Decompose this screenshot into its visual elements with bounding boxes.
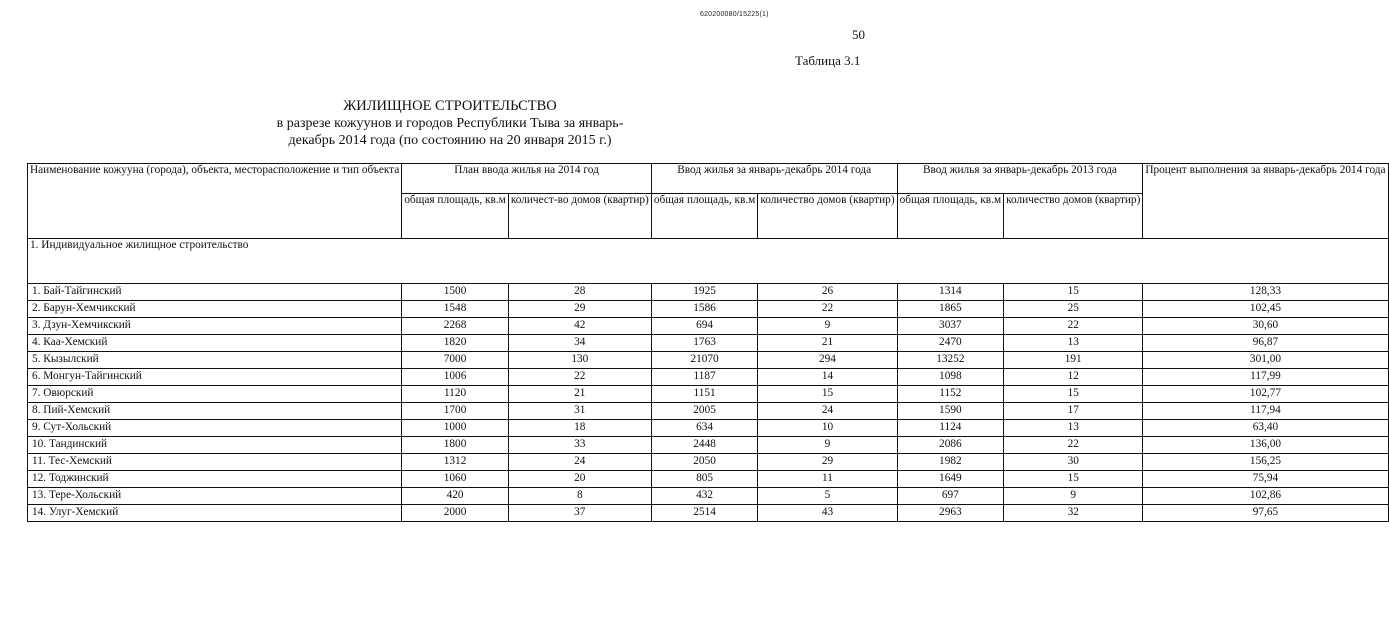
cell-plan-count: 33 — [508, 437, 651, 454]
cell-f14-area: 21070 — [651, 352, 758, 369]
cell-f13-area: 2963 — [897, 505, 1004, 522]
cell-f14-count: 15 — [758, 386, 897, 403]
cell-f14-count: 9 — [758, 437, 897, 454]
cell-f14-area: 2050 — [651, 454, 758, 471]
cell-f13-count: 22 — [1004, 318, 1143, 335]
cell-f14-area: 1151 — [651, 386, 758, 403]
cell-f14-count: 24 — [758, 403, 897, 420]
cell-f14-count: 26 — [758, 284, 897, 301]
header-f14-area: общая площадь, кв.м — [651, 194, 758, 239]
cell-percent: 301,00 — [1143, 352, 1388, 369]
cell-percent: 30,60 — [1143, 318, 1388, 335]
header-plan-group: План ввода жилья на 2014 год — [402, 164, 652, 194]
cell-plan-count: 18 — [508, 420, 651, 437]
cell-plan-area: 2000 — [402, 505, 509, 522]
cell-plan-count: 34 — [508, 335, 651, 352]
cell-percent: 63,40 — [1143, 420, 1388, 437]
cell-name: 11. Тес-Хемский — [28, 454, 402, 471]
cell-percent: 97,65 — [1143, 505, 1388, 522]
cell-name: 7. Овюрский — [28, 386, 402, 403]
cell-name: 12. Тоджинский — [28, 471, 402, 488]
header-plan-count: количест-во домов (квартир) — [508, 194, 651, 239]
cell-plan-count: 130 — [508, 352, 651, 369]
cell-plan-area: 7000 — [402, 352, 509, 369]
cell-f14-count: 14 — [758, 369, 897, 386]
table-row — [28, 352, 1389, 369]
cell-f13-count: 17 — [1004, 403, 1143, 420]
cell-f14-area: 634 — [651, 420, 758, 437]
cell-f14-count: 43 — [758, 505, 897, 522]
cell-f14-area: 1925 — [651, 284, 758, 301]
cell-plan-area: 1500 — [402, 284, 509, 301]
cell-f14-count: 5 — [758, 488, 897, 505]
cell-f13-count: 12 — [1004, 369, 1143, 386]
cell-f13-area: 1982 — [897, 454, 1004, 471]
cell-f13-area: 1124 — [897, 420, 1004, 437]
cell-plan-count: 24 — [508, 454, 651, 471]
cell-plan-count: 28 — [508, 284, 651, 301]
cell-f14-count: 9 — [758, 318, 897, 335]
cell-f13-count: 15 — [1004, 471, 1143, 488]
table-row — [28, 284, 1389, 301]
cell-f13-area: 2086 — [897, 437, 1004, 454]
housing-table — [27, 163, 1389, 522]
table-row — [28, 471, 1389, 488]
table-row — [28, 301, 1389, 318]
cell-f14-area: 2514 — [651, 505, 758, 522]
cell-plan-area: 1800 — [402, 437, 509, 454]
cell-percent: 75,94 — [1143, 471, 1388, 488]
cell-f14-area: 2005 — [651, 403, 758, 420]
cell-percent: 102,45 — [1143, 301, 1388, 318]
cell-plan-area: 420 — [402, 488, 509, 505]
cell-f13-count: 25 — [1004, 301, 1143, 318]
cell-plan-count: 29 — [508, 301, 651, 318]
cell-name: 3. Дзун-Хемчикский — [28, 318, 402, 335]
cell-f14-count: 10 — [758, 420, 897, 437]
cell-name: 10. Тандинский — [28, 437, 402, 454]
title-line-1: ЖИЛИЩНОЕ СТРОИТЕЛЬСТВО — [343, 98, 557, 114]
cell-plan-count: 8 — [508, 488, 651, 505]
document-id: 620200080/15225(1) — [700, 11, 769, 18]
cell-plan-area: 1700 — [402, 403, 509, 420]
cell-percent: 128,33 — [1143, 284, 1388, 301]
cell-plan-count: 42 — [508, 318, 651, 335]
cell-percent: 136,00 — [1143, 437, 1388, 454]
header-f14-count: количество домов (квартир) — [758, 194, 897, 239]
cell-plan-area: 1060 — [402, 471, 509, 488]
cell-percent: 102,77 — [1143, 386, 1388, 403]
cell-plan-count: 20 — [508, 471, 651, 488]
cell-f14-area: 1187 — [651, 369, 758, 386]
cell-f14-count: 22 — [758, 301, 897, 318]
header-fact2013-group: Ввод жилья за январь-декабрь 2013 года — [897, 164, 1143, 194]
header-name: Наименование кожууна (города), объекта, месторасположение и тип объекта — [28, 164, 402, 239]
cell-f14-area: 2448 — [651, 437, 758, 454]
cell-f13-count: 9 — [1004, 488, 1143, 505]
cell-percent: 156,25 — [1143, 454, 1388, 471]
table-row — [28, 454, 1389, 471]
cell-f13-area: 1590 — [897, 403, 1004, 420]
cell-name: 14. Улуг-Хемский — [28, 505, 402, 522]
cell-f14-area: 1586 — [651, 301, 758, 318]
cell-f13-count: 15 — [1004, 386, 1143, 403]
cell-plan-area: 2268 — [402, 318, 509, 335]
cell-plan-count: 31 — [508, 403, 651, 420]
cell-plan-count: 37 — [508, 505, 651, 522]
cell-plan-count: 22 — [508, 369, 651, 386]
table-row — [28, 369, 1389, 386]
cell-name: 2. Барун-Хемчикский — [28, 301, 402, 318]
cell-f13-area: 13252 — [897, 352, 1004, 369]
cell-f13-area: 1649 — [897, 471, 1004, 488]
header-fact2014-group: Ввод жилья за январь-декабрь 2014 года — [651, 164, 897, 194]
cell-percent: 117,99 — [1143, 369, 1388, 386]
cell-f13-count: 13 — [1004, 420, 1143, 437]
table-row — [28, 403, 1389, 420]
table-row — [28, 335, 1389, 352]
cell-f13-count: 191 — [1004, 352, 1143, 369]
page-number: 50 — [852, 27, 865, 42]
cell-plan-area: 1000 — [402, 420, 509, 437]
cell-plan-area: 1548 — [402, 301, 509, 318]
cell-f13-count: 30 — [1004, 454, 1143, 471]
title-line-2: в разрезе кожуунов и городов Республики Тыва за январь- — [276, 116, 624, 131]
cell-f13-count: 15 — [1004, 284, 1143, 301]
cell-name: 9. Сут-Хольский — [28, 420, 402, 437]
cell-name: 6. Монгун-Тайгинский — [28, 369, 402, 386]
cell-f14-count: 21 — [758, 335, 897, 352]
header-f13-area: общая площадь, кв.м — [897, 194, 1004, 239]
cell-name: 5. Кызылский — [28, 352, 402, 369]
title-line-3: декабрь 2014 года (по состоянию на 20 января 2015 г.) — [288, 133, 612, 148]
header-plan-area: общая площадь, кв.м — [402, 194, 509, 239]
cell-f14-area: 432 — [651, 488, 758, 505]
cell-percent: 102,86 — [1143, 488, 1388, 505]
cell-percent: 117,94 — [1143, 403, 1388, 420]
table-label: Таблица 3.1 — [795, 53, 861, 68]
cell-percent: 96,87 — [1143, 335, 1388, 352]
section-title: 1. Индивидуальное жилищное строительство — [28, 239, 1389, 284]
table-row — [28, 437, 1389, 454]
cell-f14-count: 11 — [758, 471, 897, 488]
cell-name: 8. Пий-Хемский — [28, 403, 402, 420]
header-percent: Процент выполнения за январь-декабрь 2014 года — [1143, 164, 1388, 239]
cell-f13-area: 1865 — [897, 301, 1004, 318]
table-row — [28, 386, 1389, 403]
cell-plan-area: 1006 — [402, 369, 509, 386]
cell-f14-area: 694 — [651, 318, 758, 335]
table-row — [28, 420, 1389, 437]
cell-f14-area: 1763 — [651, 335, 758, 352]
table-row — [28, 488, 1389, 505]
cell-name: 1. Бай-Тайгинский — [28, 284, 402, 301]
cell-f13-area: 1314 — [897, 284, 1004, 301]
cell-f14-count: 29 — [758, 454, 897, 471]
cell-f13-area: 2470 — [897, 335, 1004, 352]
cell-plan-count: 21 — [508, 386, 651, 403]
cell-f13-area: 697 — [897, 488, 1004, 505]
cell-f13-area: 3037 — [897, 318, 1004, 335]
cell-f13-area: 1098 — [897, 369, 1004, 386]
cell-plan-area: 1120 — [402, 386, 509, 403]
cell-f14-count: 294 — [758, 352, 897, 369]
cell-name: 4. Каа-Хемский — [28, 335, 402, 352]
cell-plan-area: 1312 — [402, 454, 509, 471]
cell-plan-area: 1820 — [402, 335, 509, 352]
cell-f13-count: 32 — [1004, 505, 1143, 522]
table-row — [28, 318, 1389, 335]
cell-f14-area: 805 — [651, 471, 758, 488]
table-title — [240, 98, 660, 149]
cell-f13-area: 1152 — [897, 386, 1004, 403]
table-row — [28, 505, 1389, 522]
cell-f13-count: 13 — [1004, 335, 1143, 352]
header-f13-count: количество домов (квартир) — [1004, 194, 1143, 239]
cell-name: 13. Тере-Хольский — [28, 488, 402, 505]
cell-f13-count: 22 — [1004, 437, 1143, 454]
